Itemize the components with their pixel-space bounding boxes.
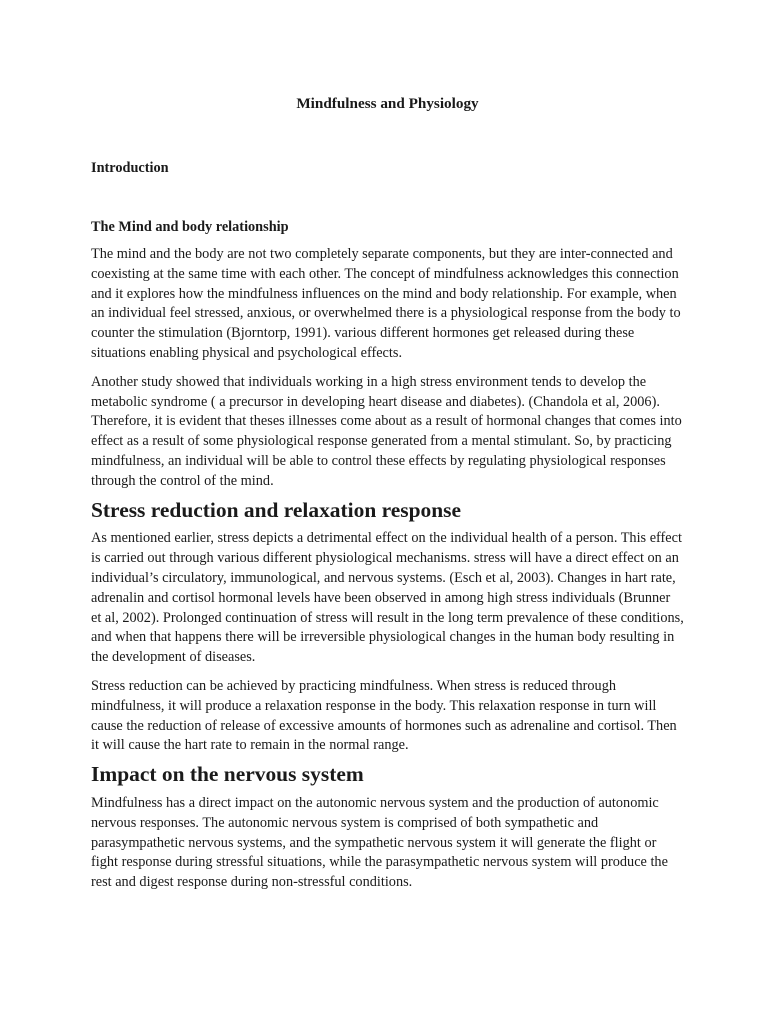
stress-reduction-paragraph-1: As mentioned earlier, stress depicts a detrimental effect on the individual health of a person. This effect is carried out through various different physiological mechanisms. stress will have a direct effect on an individual’s circulatory, immunological, and nervous systems. (Esch et al, 2003). Changes in hart rate, adrenalin and cortisol hormonal levels have been observed in among high stress individuals (Brunner et al, 2002). Prolonged continuation of stress will result in the long term prevalence of these conditions, and when that happens there will be irreversible physiological changes in the human body resulting in the development of diseases. bbox=[91, 530, 684, 666]
stress-reduction-heading: Stress reduction and relaxation response bbox=[91, 497, 462, 522]
nervous-system-paragraph-1: Mindfulness has a direct impact on the autonomic nervous system and the production of autonomic nervous responses. The autonomic nervous system is comprised of both sympathetic and parasympathetic nervous systems, and the sympathetic nervous system it will generate the flight or fight response during stressful situations, while the parasympathetic nervous system will produce the rest and digest response during non-stressful conditions. bbox=[91, 794, 668, 891]
stress-reduction-paragraph-2: Stress reduction can be achieved by practicing mindfulness. When stress is reduced through mindfulness, it will produce a relaxation response in the body. This relaxation response in turn will cause the reduction of release of excessive amounts of hormones such as adrenaline and cortisol. Then it will cause the hart rate to remain in the normal range. bbox=[91, 677, 677, 754]
introduction-heading: Introduction bbox=[91, 160, 169, 176]
document-title: Mindfulness and Physiology bbox=[296, 95, 479, 112]
document-body bbox=[91, 245, 684, 902]
mind-body-paragraph-2: Another study showed that individuals working in a high stress environment tends to develop the metabolic syndrome ( a precursor in developing heart disease and diabetes). (Chandola et al, 2006). Therefore, it is evident that theses illnesses come about as a result of hormonal changes that comes into effect as a result of some physiological response generated from a mental stimulant. So, by practicing mindfulness, an individual will be able to control these effects by regulating physiological responses through the control of the mind. bbox=[91, 373, 682, 489]
nervous-system-heading: Impact on the nervous system bbox=[91, 762, 364, 787]
mind-body-paragraph-1: The mind and the body are not two completely separate components, but they are inter-connected and coexisting at the same time with each other. The concept of mindfulness acknowledges this connection and it explores how the mindfulness influences on the mind and body relationship. For example, when an individual feel stressed, anxious, or overwhelmed there is a physiological response from the body to counter the stimulation (Bjorntorp, 1991). various different hormones get released during these situations enabling physical and psychological effects. bbox=[91, 246, 681, 361]
mind-body-heading: The Mind and body relationship bbox=[91, 219, 289, 235]
